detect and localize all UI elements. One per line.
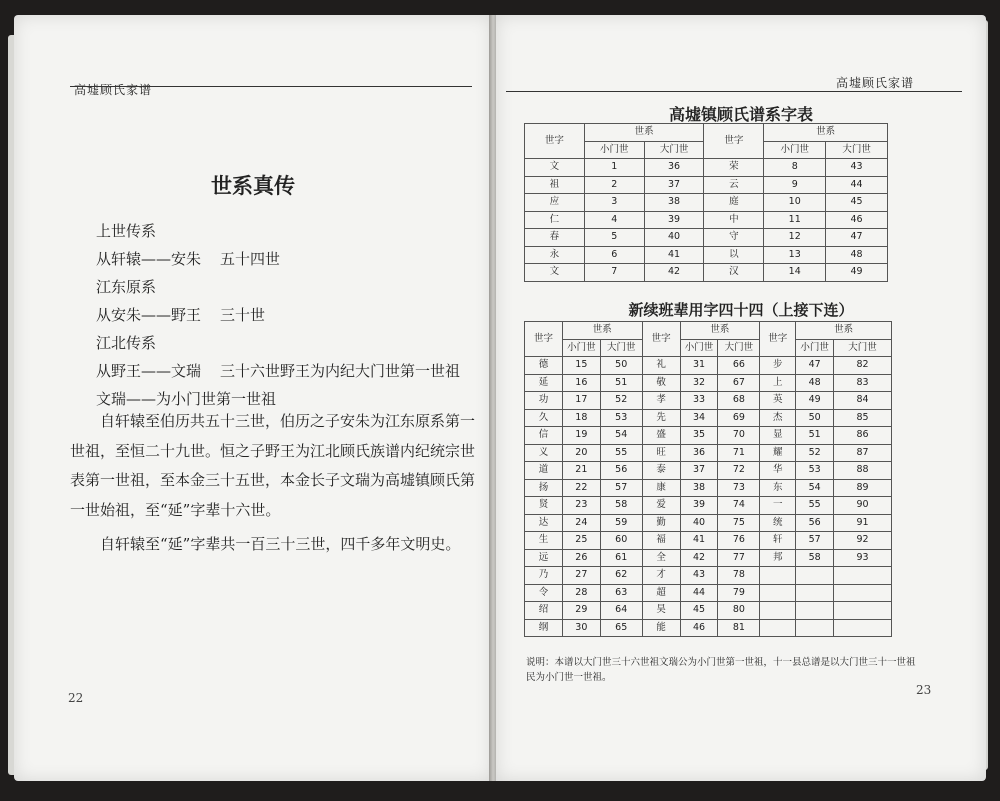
generation-number-cell: 55 [600, 444, 642, 462]
generation-number-cell: 32 [680, 374, 718, 392]
generation-number-cell: 21 [562, 462, 600, 480]
generation-number-cell: 59 [600, 514, 642, 532]
generation-character-cell: 杰 [760, 409, 796, 427]
header-zi: 世字 [642, 322, 680, 357]
generation-number-cell: 92 [834, 532, 892, 550]
generation-number-cell: 56 [600, 462, 642, 480]
lineage-table-1 [524, 123, 888, 282]
generation-number-cell: 40 [680, 514, 718, 532]
generation-character-cell: 令 [525, 584, 563, 602]
generation-character-cell: 泰 [642, 462, 680, 480]
generation-character-cell [760, 602, 796, 620]
generation-number-cell: 58 [796, 549, 834, 567]
generation-number-cell: 87 [834, 444, 892, 462]
generation-number-cell: 35 [680, 427, 718, 445]
generation-character-cell: 绍 [525, 602, 563, 620]
generation-number-cell: 30 [562, 619, 600, 637]
header-xi: 世系 [764, 124, 888, 142]
generation-character-cell: 上 [760, 374, 796, 392]
page-title-left: 世系真传 [211, 174, 295, 198]
lineage-line-label: 江北传系 [96, 334, 157, 352]
generation-character-cell: 能 [642, 619, 680, 637]
generation-number-cell: 17 [562, 392, 600, 410]
generation-character-cell: 祖 [525, 176, 585, 194]
generation-number-cell: 39 [680, 497, 718, 515]
table-row [525, 514, 892, 532]
generation-number-cell: 39 [644, 211, 704, 229]
generation-number-cell: 20 [562, 444, 600, 462]
header-big: 大门世 [600, 339, 642, 357]
table-row [525, 584, 892, 602]
header-xi: 世系 [562, 322, 642, 340]
paragraph-1: 自轩辕至伯历共五十三世，伯历之子安朱为江东原系第一世祖，至恒二十九世。恒之子野王为江北顾氏族谱内纪统宗世表第一世祖，至本金三十五世，本金长子文瑞为高墟镇顾氏第一世始祖，至“延”字辈十六世。 [70, 412, 476, 519]
table-row [525, 619, 892, 637]
generation-number-cell: 46 [826, 211, 888, 229]
generation-number-cell: 5 [584, 229, 644, 247]
generation-number-cell: 33 [680, 392, 718, 410]
generation-number-cell: 52 [796, 444, 834, 462]
generation-character-cell: 德 [525, 357, 563, 375]
generation-number-cell: 3 [584, 194, 644, 212]
right-page [496, 15, 986, 781]
generation-number-cell: 76 [718, 532, 760, 550]
generation-number-cell: 71 [718, 444, 760, 462]
generation-number-cell: 45 [680, 602, 718, 620]
generation-character-cell: 远 [525, 549, 563, 567]
generation-character-cell: 久 [525, 409, 563, 427]
generation-character-cell: 乃 [525, 567, 563, 585]
generation-number-cell: 46 [680, 619, 718, 637]
footnote-line-1: 说明：本谱以大门世三十六世祖文瑞公为小门世第一世祖，十一县总谱是以大门世三十一世祖 [526, 657, 916, 668]
generation-character-cell: 延 [525, 374, 563, 392]
generation-number-cell: 66 [718, 357, 760, 375]
generation-character-cell: 中 [704, 211, 764, 229]
lineage-line-label: 江东原系 [96, 278, 157, 296]
generation-character-cell: 道 [525, 462, 563, 480]
generation-character-cell: 昊 [642, 602, 680, 620]
generation-number-cell: 86 [834, 427, 892, 445]
generation-number-cell: 56 [796, 514, 834, 532]
generation-character-cell: 超 [642, 584, 680, 602]
header-xi: 世系 [584, 124, 704, 142]
generation-number-cell: 37 [644, 176, 704, 194]
generation-number-cell: 29 [562, 602, 600, 620]
generation-character-cell: 敬 [642, 374, 680, 392]
generation-character-cell: 应 [525, 194, 585, 212]
generation-character-cell: 春 [525, 229, 585, 247]
generation-number-cell: 38 [644, 194, 704, 212]
generation-number-cell: 9 [764, 176, 826, 194]
header-big: 大门世 [834, 339, 892, 357]
generation-number-cell: 28 [562, 584, 600, 602]
generation-number-cell: 8 [764, 159, 826, 177]
generation-character-cell: 一 [760, 497, 796, 515]
generation-number-cell [834, 584, 892, 602]
generation-number-cell: 73 [718, 479, 760, 497]
table-row [525, 602, 892, 620]
lineage-line-label: 从野王——文瑞 [96, 362, 202, 380]
lineage-line-label: 从轩辕——安朱 [96, 250, 202, 268]
generation-character-cell: 以 [704, 246, 764, 264]
table-row [525, 567, 892, 585]
generation-number-cell: 53 [600, 409, 642, 427]
header-zi: 世字 [525, 322, 563, 357]
generation-number-cell: 57 [600, 479, 642, 497]
generation-character-cell: 文 [525, 264, 585, 282]
header-small: 小门世 [680, 339, 718, 357]
left-page [14, 15, 492, 781]
table-row [525, 479, 892, 497]
header-big: 大门世 [718, 339, 760, 357]
table-row [525, 194, 888, 212]
generation-number-cell: 78 [718, 567, 760, 585]
generation-number-cell: 60 [600, 532, 642, 550]
generation-number-cell: 58 [600, 497, 642, 515]
table-row [525, 462, 892, 480]
generation-character-cell: 达 [525, 514, 563, 532]
table-row [525, 497, 892, 515]
generation-character-cell: 守 [704, 229, 764, 247]
generation-number-cell: 51 [600, 374, 642, 392]
footnote [526, 655, 966, 685]
generation-character-cell: 步 [760, 357, 796, 375]
generation-character-cell: 功 [525, 392, 563, 410]
page-number-left: 22 [68, 691, 84, 705]
generation-character-cell: 旺 [642, 444, 680, 462]
generation-number-cell: 18 [562, 409, 600, 427]
generation-number-cell: 75 [718, 514, 760, 532]
table-row [525, 264, 888, 282]
generation-character-cell [760, 567, 796, 585]
generation-number-cell: 49 [796, 392, 834, 410]
generation-number-cell [796, 619, 834, 637]
generation-number-cell: 77 [718, 549, 760, 567]
table-row [525, 211, 888, 229]
lineage-line-label: 文瑞——为小门世第一世祖 [96, 390, 277, 408]
generation-character-cell: 扬 [525, 479, 563, 497]
generation-number-cell: 72 [718, 462, 760, 480]
generation-number-cell: 54 [600, 427, 642, 445]
generation-number-cell: 54 [796, 479, 834, 497]
generation-character-cell: 永 [525, 246, 585, 264]
generation-number-cell: 80 [718, 602, 760, 620]
generation-number-cell: 88 [834, 462, 892, 480]
paragraph-2: 自轩辕至“延”字辈共一百三十三世，四千多年文明史。 [100, 535, 461, 553]
generation-number-cell: 82 [834, 357, 892, 375]
generation-character-cell: 信 [525, 427, 563, 445]
generation-character-cell: 云 [704, 176, 764, 194]
header-rule-left [70, 86, 472, 87]
page-number-right: 23 [916, 683, 932, 697]
table-row [525, 427, 892, 445]
generation-number-cell: 40 [644, 229, 704, 247]
generation-character-cell: 勤 [642, 514, 680, 532]
table2-title: 新续班辈用字四十四（上接下连） [628, 301, 854, 319]
generation-number-cell: 2 [584, 176, 644, 194]
header-zi: 世字 [760, 322, 796, 357]
generation-number-cell: 38 [680, 479, 718, 497]
generation-character-cell: 耀 [760, 444, 796, 462]
generation-number-cell: 44 [680, 584, 718, 602]
header-small: 小门世 [796, 339, 834, 357]
generation-number-cell: 47 [826, 229, 888, 247]
generation-number-cell: 7 [584, 264, 644, 282]
generation-number-cell: 22 [562, 479, 600, 497]
header-rule-right [506, 91, 962, 92]
running-head-left: 高墟顾氏家谱 [74, 83, 153, 97]
generation-number-cell: 24 [562, 514, 600, 532]
generation-number-cell: 43 [680, 567, 718, 585]
generation-number-cell: 27 [562, 567, 600, 585]
generation-number-cell: 90 [834, 497, 892, 515]
generation-number-cell: 85 [834, 409, 892, 427]
table-row [525, 374, 892, 392]
header-small: 小门世 [764, 141, 826, 159]
generation-number-cell: 48 [826, 246, 888, 264]
generation-number-cell [834, 619, 892, 637]
generation-number-cell: 41 [680, 532, 718, 550]
generation-character-cell: 显 [760, 427, 796, 445]
table-row [525, 409, 892, 427]
generation-number-cell: 70 [718, 427, 760, 445]
generation-number-cell: 47 [796, 357, 834, 375]
generation-character-cell: 盛 [642, 427, 680, 445]
generation-number-cell: 10 [764, 194, 826, 212]
generation-number-cell: 91 [834, 514, 892, 532]
generation-character-cell: 荣 [704, 159, 764, 177]
table-row [525, 444, 892, 462]
generation-number-cell: 74 [718, 497, 760, 515]
lineage-line-value: 三十世 [220, 306, 266, 324]
table-row [525, 392, 892, 410]
generation-character-cell: 纲 [525, 619, 563, 637]
generation-number-cell: 89 [834, 479, 892, 497]
header-zi: 世字 [525, 124, 585, 159]
generation-number-cell: 19 [562, 427, 600, 445]
generation-character-cell: 仁 [525, 211, 585, 229]
generation-number-cell: 23 [562, 497, 600, 515]
generation-number-cell: 67 [718, 374, 760, 392]
generation-number-cell: 61 [600, 549, 642, 567]
table1-title: 高墟镇顾氏谱系字表 [668, 105, 813, 124]
header-xi: 世系 [796, 322, 892, 340]
generation-number-cell: 42 [680, 549, 718, 567]
generation-number-cell: 81 [718, 619, 760, 637]
generation-number-cell [796, 602, 834, 620]
generation-number-cell: 16 [562, 374, 600, 392]
generation-number-cell: 65 [600, 619, 642, 637]
lineage-line-value: 五十四世 [220, 250, 281, 268]
lineage-line-label: 上世传系 [96, 222, 157, 240]
generation-character-cell: 邦 [760, 549, 796, 567]
generation-number-cell: 53 [796, 462, 834, 480]
header-zi: 世字 [704, 124, 764, 159]
generation-number-cell: 4 [584, 211, 644, 229]
generation-number-cell: 36 [680, 444, 718, 462]
generation-number-cell: 84 [834, 392, 892, 410]
generation-number-cell: 45 [826, 194, 888, 212]
running-head-right: 高墟顾氏家谱 [836, 76, 915, 90]
generation-number-cell [796, 567, 834, 585]
generation-number-cell: 1 [584, 159, 644, 177]
lineage-line-value: 三十六世野王为内纪大门世第一世祖 [220, 362, 461, 380]
lineage-table-2 [524, 321, 892, 637]
generation-number-cell: 36 [644, 159, 704, 177]
generation-number-cell: 26 [562, 549, 600, 567]
header-big: 大门世 [826, 141, 888, 159]
generation-character-cell: 东 [760, 479, 796, 497]
generation-number-cell [834, 602, 892, 620]
generation-number-cell: 83 [834, 374, 892, 392]
generation-number-cell: 55 [796, 497, 834, 515]
generation-character-cell: 礼 [642, 357, 680, 375]
generation-number-cell: 34 [680, 409, 718, 427]
generation-character-cell: 轩 [760, 532, 796, 550]
generation-number-cell: 51 [796, 427, 834, 445]
generation-number-cell: 57 [796, 532, 834, 550]
generation-number-cell: 63 [600, 584, 642, 602]
generation-character-cell: 贤 [525, 497, 563, 515]
generation-number-cell: 62 [600, 567, 642, 585]
generation-number-cell: 11 [764, 211, 826, 229]
generation-character-cell: 孝 [642, 392, 680, 410]
generation-number-cell: 15 [562, 357, 600, 375]
generation-number-cell: 41 [644, 246, 704, 264]
table-row [525, 159, 888, 177]
generation-character-cell: 文 [525, 159, 585, 177]
generation-character-cell: 才 [642, 567, 680, 585]
generation-character-cell: 英 [760, 392, 796, 410]
lineage-line-label: 从安朱——野王 [96, 306, 202, 324]
generation-character-cell: 庭 [704, 194, 764, 212]
generation-number-cell: 31 [680, 357, 718, 375]
generation-character-cell [760, 584, 796, 602]
generation-number-cell: 42 [644, 264, 704, 282]
generation-character-cell: 华 [760, 462, 796, 480]
header-xi: 世系 [680, 322, 760, 340]
generation-number-cell: 44 [826, 176, 888, 194]
generation-number-cell: 43 [826, 159, 888, 177]
generation-number-cell: 37 [680, 462, 718, 480]
generation-number-cell: 25 [562, 532, 600, 550]
generation-number-cell: 79 [718, 584, 760, 602]
generation-number-cell: 50 [600, 357, 642, 375]
generation-number-cell: 69 [718, 409, 760, 427]
table-row [525, 176, 888, 194]
generation-character-cell: 福 [642, 532, 680, 550]
header-big: 大门世 [644, 141, 704, 159]
generation-number-cell: 13 [764, 246, 826, 264]
generation-number-cell: 50 [796, 409, 834, 427]
generation-character-cell: 汉 [704, 264, 764, 282]
generation-number-cell: 68 [718, 392, 760, 410]
table-row [525, 549, 892, 567]
footnote-line-2: 民为小门世一世祖。 [526, 672, 612, 683]
generation-number-cell: 93 [834, 549, 892, 567]
generation-character-cell: 生 [525, 532, 563, 550]
generation-number-cell [834, 567, 892, 585]
generation-character-cell [760, 619, 796, 637]
table-row [525, 246, 888, 264]
generation-character-cell: 先 [642, 409, 680, 427]
header-small: 小门世 [584, 141, 644, 159]
generation-character-cell: 义 [525, 444, 563, 462]
table-row [525, 229, 888, 247]
generation-number-cell: 48 [796, 374, 834, 392]
generation-character-cell: 康 [642, 479, 680, 497]
table-row [525, 532, 892, 550]
generation-number-cell: 49 [826, 264, 888, 282]
generation-character-cell: 统 [760, 514, 796, 532]
generation-number-cell: 52 [600, 392, 642, 410]
generation-number-cell: 6 [584, 246, 644, 264]
generation-number-cell: 64 [600, 602, 642, 620]
generation-character-cell: 全 [642, 549, 680, 567]
generation-number-cell: 12 [764, 229, 826, 247]
generation-number-cell: 14 [764, 264, 826, 282]
header-small: 小门世 [562, 339, 600, 357]
generation-number-cell [796, 584, 834, 602]
generation-character-cell: 爱 [642, 497, 680, 515]
table-row [525, 357, 892, 375]
